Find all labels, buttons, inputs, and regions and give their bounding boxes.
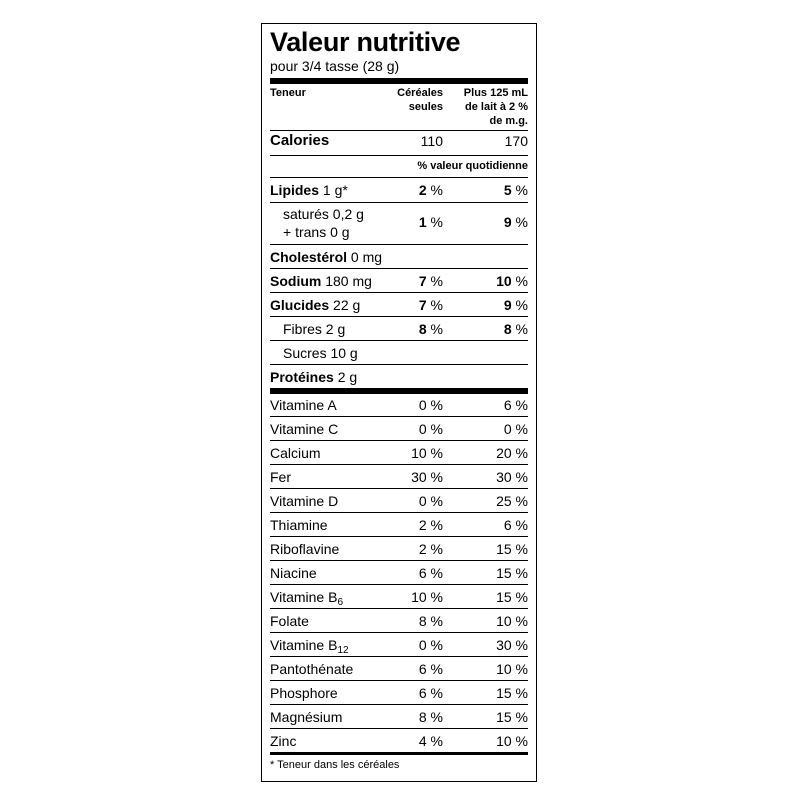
row-divider <box>270 202 528 203</box>
saturated-line: saturés 0,2 g <box>283 206 364 222</box>
carbohydrate-with-milk <box>504 296 528 314</box>
vitamin-subscript: 12 <box>337 645 349 656</box>
carbohydrate-cereal-only <box>419 296 443 314</box>
vitamin-name: Niacine <box>270 565 317 581</box>
vitamin-cereal-only: 6 % <box>418 565 443 581</box>
sodium-row-label <box>270 272 372 290</box>
saturated-cereal-only-value: 1 <box>418 214 427 230</box>
vitamin-name: Vitamine B <box>270 637 338 653</box>
row-divider <box>270 364 528 365</box>
vitamin-row-label <box>270 588 343 606</box>
cholesterol-label: Cholestérol <box>270 249 348 265</box>
percent-sign: % <box>515 321 528 337</box>
vitamin-name: Magnésium <box>270 709 343 725</box>
fibre-cereal-only-value: 8 <box>418 321 427 337</box>
vitamin-cereal-only: 0 % <box>418 637 443 653</box>
vitamin-row-label <box>270 516 328 534</box>
vitamin-name: Folate <box>270 613 309 629</box>
row-divider <box>270 316 528 317</box>
vitamin-with-milk: 15 % <box>496 541 528 557</box>
vitamin-row-label <box>270 564 317 582</box>
protein-amount: 2 g <box>337 369 358 385</box>
carbohydrate-with-milk-value: 9 <box>503 297 512 313</box>
sodium-with-milk <box>496 272 528 290</box>
sodium-cereal-only <box>419 272 443 290</box>
sugars-label: Sucres 10 g <box>283 345 358 361</box>
row-divider <box>270 512 528 513</box>
row-divider <box>270 560 528 561</box>
vitamin-cereal-only: 0 % <box>418 493 443 509</box>
carbohydrate-row-label <box>270 296 360 314</box>
percent-sign: % <box>515 297 528 313</box>
vitamin-cereal-only: 2 % <box>418 517 443 533</box>
vitamin-cereal-only: 0 % <box>418 397 443 413</box>
vitamin-with-milk: 15 % <box>496 709 528 725</box>
percent-sign: % <box>515 273 528 289</box>
vitamin-with-milk: 10 % <box>496 613 528 629</box>
vitamin-name: Calcium <box>270 445 321 461</box>
vitamin-row-label <box>270 636 349 654</box>
vitamin-name: Vitamine C <box>270 421 339 437</box>
vitamin-cereal-only: 30 % <box>411 469 443 485</box>
row-divider <box>270 608 528 609</box>
cholesterol-row-label <box>270 248 382 266</box>
vitamin-row-label <box>270 708 342 726</box>
row-divider <box>270 728 528 729</box>
header-with-milk-line: de m.g. <box>489 115 528 127</box>
vitamin-with-milk: 10 % <box>496 661 528 677</box>
row-divider <box>270 440 528 441</box>
sodium-label: Sodium <box>270 273 322 289</box>
carbohydrate-label: Glucides <box>270 297 330 313</box>
fat-cereal-only <box>419 181 443 199</box>
trans-line: + trans 0 g <box>283 224 350 240</box>
row-divider <box>270 704 528 705</box>
row-divider <box>270 244 528 245</box>
header-with-milk-line: Plus 125 mL <box>463 87 528 99</box>
vitamin-name: Thiamine <box>270 517 328 533</box>
dv-divider <box>270 177 528 178</box>
row-divider <box>270 680 528 681</box>
vitamin-name: Vitamine D <box>270 493 339 509</box>
fibre-with-milk-value: 8 <box>503 321 512 337</box>
fat-label: Lipides <box>270 182 320 198</box>
percent-sign: % <box>430 321 443 337</box>
protein-row-label <box>270 368 357 386</box>
fat-with-milk-value: 5 <box>503 182 512 198</box>
vitamin-with-milk: 15 % <box>496 589 528 605</box>
vitamin-with-milk: 6 % <box>503 517 528 533</box>
fibre-label: Fibres 2 g <box>283 321 346 337</box>
sodium-with-milk-value: 10 <box>496 273 512 289</box>
row-divider <box>270 584 528 585</box>
label-title: Valeur nutritive <box>270 27 461 57</box>
vitamin-with-milk: 25 % <box>496 493 528 509</box>
vitamin-row-label <box>270 660 353 678</box>
calories-label: Calories <box>270 132 330 149</box>
vitamin-name: Vitamine B <box>270 589 338 605</box>
vitamin-name: Fer <box>270 469 291 485</box>
percent-sign: % <box>515 182 528 198</box>
header-divider <box>270 130 528 131</box>
vitamin-row-label <box>270 540 339 558</box>
percent-sign: % <box>430 214 443 230</box>
protein-label: Protéines <box>270 369 334 385</box>
vitamin-row-label <box>270 612 309 630</box>
row-divider <box>270 416 528 417</box>
vitamin-name: Riboflavine <box>270 541 340 557</box>
row-divider <box>270 656 528 657</box>
vitamin-name: Phosphore <box>270 685 338 701</box>
saturated-with-milk-value: 9 <box>503 214 512 230</box>
vitamin-with-milk: 0 % <box>503 421 528 437</box>
vitamin-cereal-only: 6 % <box>418 685 443 701</box>
row-divider <box>270 464 528 465</box>
fat-with-milk <box>504 181 528 199</box>
vitamin-cereal-only: 8 % <box>418 613 443 629</box>
saturated-with-milk <box>504 213 528 231</box>
bottom-divider <box>270 752 528 755</box>
row-divider <box>270 292 528 293</box>
vitamin-with-milk: 15 % <box>496 565 528 581</box>
vitamin-cereal-only: 4 % <box>418 733 443 749</box>
fat-cereal-only-value: 2 <box>418 182 427 198</box>
row-divider <box>270 488 528 489</box>
vitamin-row-label <box>270 420 338 438</box>
header-cereal-only-line: Céréales <box>397 87 443 99</box>
header-cereal-only <box>397 86 443 114</box>
header-teneur: Teneur <box>270 87 306 99</box>
fibre-cereal-only <box>419 320 443 338</box>
vitamin-row-label <box>270 684 338 702</box>
row-divider <box>270 340 528 341</box>
vitamin-cereal-only: 10 % <box>411 445 443 461</box>
vitamin-subscript: 6 <box>337 597 344 608</box>
vitamin-cereal-only: 0 % <box>418 421 443 437</box>
percent-sign: % <box>430 182 443 198</box>
serving-size: pour 3/4 tasse (28 g) <box>270 58 400 74</box>
vitamin-name: Vitamine A <box>270 397 337 413</box>
saturated-trans-label <box>283 205 364 241</box>
vitamin-cereal-only: 8 % <box>418 709 443 725</box>
header-with-milk <box>464 86 528 128</box>
fat-amount: 1 g* <box>322 182 348 198</box>
vitamin-row-label <box>270 444 321 462</box>
vitamin-with-milk: 30 % <box>496 637 528 653</box>
nutrition-facts-table <box>261 23 537 782</box>
calories-cereal-only: 110 <box>420 133 443 149</box>
row-divider <box>270 536 528 537</box>
vitamin-name: Pantothénate <box>270 661 354 677</box>
row-divider <box>270 268 528 269</box>
vitamin-with-milk: 20 % <box>496 445 528 461</box>
vitamin-with-milk: 15 % <box>496 685 528 701</box>
vitamin-row-label <box>270 732 296 750</box>
calories-divider <box>270 155 528 156</box>
nutrition-facts-inner <box>270 24 528 781</box>
fibre-with-milk <box>504 320 528 338</box>
carbohydrate-amount: 22 g <box>333 297 361 313</box>
percent-sign: % <box>430 273 443 289</box>
saturated-cereal-only <box>419 213 443 231</box>
sodium-amount: 180 mg <box>325 273 372 289</box>
thick-divider <box>270 388 528 394</box>
cholesterol-amount: 0 mg <box>350 249 383 265</box>
vitamin-with-milk: 6 % <box>503 397 528 413</box>
sodium-cereal-only-value: 7 <box>418 273 427 289</box>
vitamin-cereal-only: 6 % <box>418 661 443 677</box>
vitamin-row-label <box>270 396 337 414</box>
vitamin-with-milk: 30 % <box>496 469 528 485</box>
vitamin-cereal-only: 10 % <box>411 589 443 605</box>
header-cereal-only-line: seules <box>408 101 443 113</box>
percent-sign: % <box>515 214 528 230</box>
thick-divider <box>270 78 528 84</box>
vitamin-row-label <box>270 492 338 510</box>
percent-sign: % <box>430 297 443 313</box>
fat-row-label <box>270 181 348 199</box>
vitamin-with-milk: 10 % <box>496 733 528 749</box>
carbohydrate-cereal-only-value: 7 <box>418 297 427 313</box>
calories-with-milk: 170 <box>504 133 528 149</box>
header-with-milk-line: de lait à 2 % <box>465 101 528 113</box>
footnote: * Teneur dans les céréales <box>270 759 400 771</box>
vitamin-cereal-only: 2 % <box>418 541 443 557</box>
vitamin-row-label <box>270 468 291 486</box>
row-divider <box>270 632 528 633</box>
daily-value-header: % valeur quotidienne <box>417 160 528 172</box>
vitamin-name: Zinc <box>270 733 297 749</box>
